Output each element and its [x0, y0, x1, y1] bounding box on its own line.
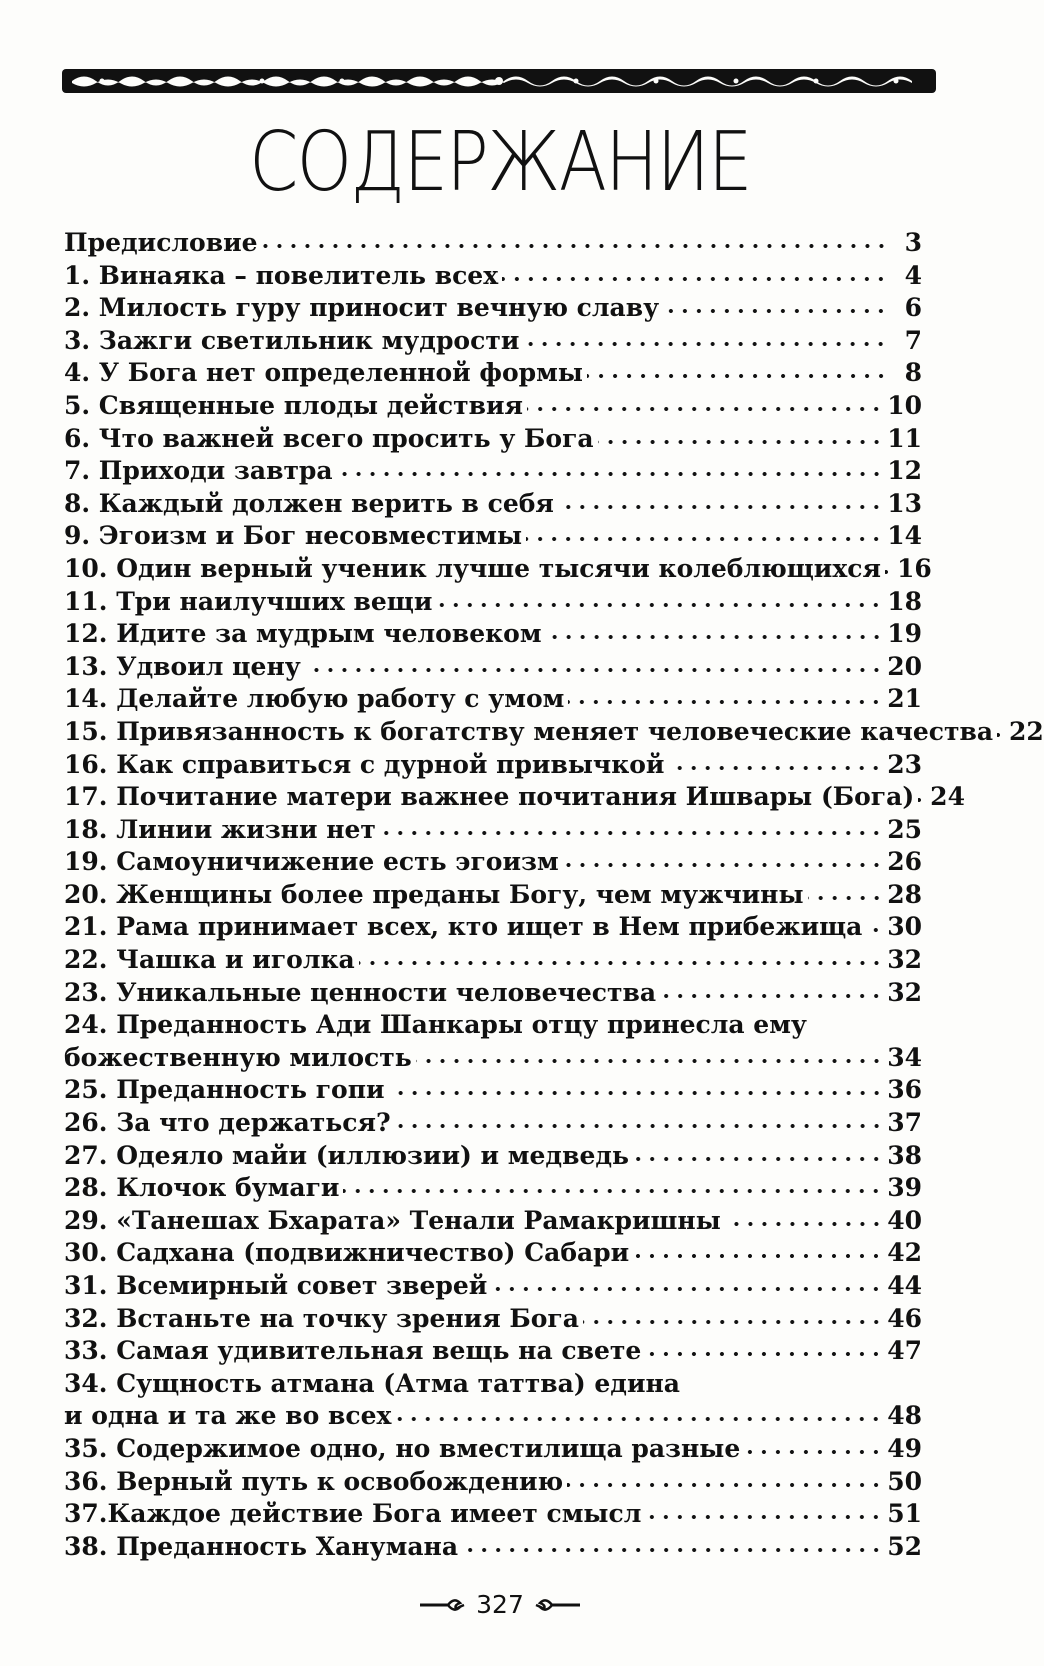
dot-leader — [866, 927, 883, 933]
toc-entry-page: 51 — [887, 1499, 922, 1529]
toc-entry-page: 39 — [887, 1173, 922, 1203]
toc-entry-page: 21 — [887, 684, 922, 714]
toc-entry[interactable] — [64, 261, 922, 294]
toc-entry-page: 18 — [887, 586, 922, 616]
toc-entry-title: 34. Сущность атмана (Атма таттва) едина — [64, 1368, 680, 1398]
toc-entry-title: 30. Садхана (подвижничество) Сабари — [64, 1238, 630, 1268]
toc-entry-page: 22 — [1009, 716, 1044, 746]
dot-leader — [395, 1416, 883, 1422]
page-footer — [0, 1590, 1000, 1619]
toc-entry-title: 25. Преданность гопи — [64, 1075, 385, 1105]
toc-entry-title: Предисловие — [64, 228, 258, 257]
toc-entry-title: 29. «Танешах Бхарата» Тенали Рамакришны — [64, 1205, 721, 1235]
footer-ornament-right-icon — [532, 1595, 582, 1615]
toc-entry-title: 28. Клочок бумаги — [64, 1173, 340, 1203]
dot-leader — [337, 471, 884, 477]
toc-entry-page: 3 — [904, 228, 922, 257]
toc-entry-page: 20 — [887, 651, 922, 681]
toc-entry-title: 1. Винаяка – повелитель всех — [64, 260, 499, 290]
dot-leader — [568, 699, 883, 705]
toc-entry-title: 20. Женщины более преданы Богу, чем мужчины — [64, 879, 804, 909]
toc-entry[interactable] — [64, 1238, 922, 1271]
toc-entry[interactable] — [64, 750, 922, 783]
toc-entry-title: 5. Священные плоды действия — [64, 390, 523, 420]
toc-entry-page: 52 — [887, 1531, 922, 1561]
toc-entry-title: 37.Каждое действие Бога имеет смысл — [64, 1499, 642, 1529]
toc-entry[interactable] — [64, 358, 922, 391]
dot-leader — [633, 1156, 883, 1162]
toc-entry-page: 46 — [887, 1303, 922, 1333]
dot-leader — [567, 1482, 883, 1488]
toc-entry[interactable] — [64, 326, 922, 359]
toc-entry[interactable] — [64, 782, 965, 815]
toc-entry-page: 32 — [887, 977, 922, 1007]
toc-entry-page: 44 — [887, 1271, 922, 1300]
toc-entry-page: 49 — [887, 1433, 922, 1463]
toc-entry-page: 6 — [904, 293, 922, 323]
toc-entry-page: 50 — [887, 1466, 922, 1496]
toc-entry[interactable] — [64, 489, 922, 522]
toc-entry[interactable] — [64, 1304, 922, 1337]
toc-entry-title: 31. Всемирный совет зверей — [64, 1271, 488, 1300]
toc-entry-title: 15. Привязанность к богатству меняет человеческие качества — [64, 716, 994, 746]
toc-entry-title: 26. За что держаться? — [64, 1108, 391, 1138]
toc-entry[interactable] — [64, 619, 922, 652]
toc-entry-title: 3. Зажги светильник мудрости — [64, 325, 520, 355]
toc-entry[interactable] — [64, 912, 922, 945]
toc-entry-title: 8. Каждый должен верить в себя — [64, 488, 554, 518]
dot-leader — [660, 993, 883, 999]
toc-entry-page: 42 — [887, 1238, 922, 1268]
dot-leader — [462, 1547, 883, 1553]
toc-entry-page: 26 — [887, 847, 922, 877]
toc-entry-page: 25 — [887, 814, 922, 844]
dot-leader — [546, 634, 884, 640]
toc-entry-continuation[interactable] — [64, 1401, 922, 1434]
footer-ornament-left-icon — [418, 1595, 468, 1615]
toc-entry[interactable] — [64, 391, 922, 424]
toc-entry-title: 35. Содержимое одно, но вместилища разные — [64, 1433, 741, 1463]
dot-leader — [563, 862, 884, 868]
dot-leader — [645, 1514, 883, 1520]
dot-leader — [808, 895, 884, 901]
toc-entry[interactable] — [64, 521, 922, 554]
toc-entry-page: 34 — [887, 1042, 922, 1072]
toc-entry-title: 6. Что важней всего просить у Бога — [64, 423, 594, 453]
toc-entry-title: 4. У Бога нет определенной формы — [64, 358, 583, 388]
toc-entry[interactable] — [64, 1010, 922, 1043]
toc-entry[interactable] — [64, 1532, 922, 1565]
toc-entry-page: 10 — [887, 390, 922, 420]
toc-entry-page: 36 — [887, 1075, 922, 1105]
toc-entry-page: 14 — [887, 521, 922, 551]
toc-entry-page: 19 — [887, 619, 922, 649]
toc-entry-title: 17. Почитание матери важнее почитания Ишвары (Бога) — [64, 782, 915, 812]
toc-entry[interactable] — [64, 228, 922, 261]
toc-entry-title: 22. Чашка и иголка — [64, 945, 355, 975]
toc-entry[interactable] — [64, 1434, 922, 1467]
dot-leader — [262, 243, 888, 249]
toc-entry[interactable] — [64, 815, 922, 848]
toc-entry-title: 36. Верный путь к освобождению — [64, 1466, 564, 1496]
toc-entry-title: 33. Самая удивительная вещь на свете — [64, 1336, 642, 1366]
toc-entry[interactable] — [64, 945, 922, 978]
toc-entry-title: 38. Преданность Ханумана — [64, 1531, 459, 1561]
dot-leader — [633, 1253, 883, 1259]
toc-entry-page: 24 — [930, 782, 965, 812]
toc-entry[interactable] — [64, 1271, 922, 1304]
toc-entry-title: 27. Одеяло майи (иллюзии) и медведь — [64, 1140, 629, 1170]
toc-entry-title: 18. Линии жизни нет — [64, 814, 376, 844]
toc-entry[interactable] — [64, 456, 922, 489]
dot-leader — [725, 1221, 883, 1227]
dot-leader — [359, 960, 883, 966]
toc-entry-page: 32 — [887, 945, 922, 975]
toc-entry-page: 37 — [887, 1108, 922, 1138]
toc-entry[interactable] — [64, 1141, 922, 1174]
dot-leader — [527, 406, 883, 412]
dot-leader — [395, 1123, 884, 1129]
toc-entry[interactable] — [64, 1206, 922, 1239]
toc-entry-page: 7 — [904, 325, 922, 355]
toc-entry-page: 28 — [887, 879, 922, 909]
dot-leader — [523, 341, 888, 347]
toc-entry-page: 38 — [887, 1140, 922, 1170]
dot-leader — [918, 797, 926, 803]
toc-entry-title: 23. Уникальные ценности человечества — [64, 977, 657, 1007]
toc-entry-title-continuation: и одна и та же во всех — [64, 1401, 392, 1431]
dot-leader — [502, 276, 888, 282]
toc-entry-title: 21. Рама принимает всех, кто ищет в Нем прибежища — [64, 912, 863, 942]
toc-entry-page: 48 — [887, 1401, 922, 1431]
toc-entry-title: 9. Эгоизм и Бог несовместимы — [64, 521, 523, 551]
toc-entry-title: 10. Один верный ученик лучше тысячи колеблющихся — [64, 553, 881, 583]
toc-entry[interactable] — [64, 847, 922, 880]
dot-leader — [526, 536, 883, 542]
dot-leader — [380, 830, 883, 836]
dot-leader — [583, 1319, 883, 1325]
toc-entry[interactable] — [64, 1499, 922, 1532]
toc-entry[interactable] — [64, 1467, 922, 1500]
dot-leader — [744, 1449, 883, 1455]
toc-entry[interactable] — [64, 652, 922, 685]
dot-leader — [416, 1058, 884, 1064]
toc-entry[interactable] — [64, 684, 922, 717]
toc-entry[interactable] — [64, 1108, 922, 1141]
toc-entry[interactable] — [64, 424, 922, 457]
toc-entry-title-continuation: божественную милость — [64, 1042, 412, 1072]
toc-entry[interactable] — [64, 587, 922, 620]
toc-entry[interactable] — [64, 293, 922, 326]
page-number: 327 — [476, 1590, 524, 1619]
toc-entry[interactable] — [64, 1173, 922, 1206]
toc-entry-page: 30 — [887, 912, 922, 942]
table-of-contents — [64, 228, 1044, 1564]
header-ornament — [62, 66, 936, 96]
toc-entry[interactable] — [64, 880, 922, 913]
dot-leader — [491, 1286, 883, 1292]
dot-leader — [885, 569, 893, 575]
page-title: СОДЕРЖАНИЕ — [249, 115, 751, 210]
toc-entry[interactable] — [64, 553, 932, 587]
toc-entry-title: 24. Преданность Ади Шанкары отцу принесла ему — [64, 1010, 807, 1040]
toc-entry[interactable] — [64, 1369, 922, 1402]
toc-entry-title: 14. Делайте любую работу с умом — [64, 684, 565, 714]
dot-leader — [305, 667, 883, 673]
dot-leader — [645, 1351, 883, 1357]
dot-leader — [558, 504, 883, 510]
toc-entry-title: 12. Идите за мудрым человеком — [64, 619, 542, 649]
toc-entry-title: 32. Встаньте на точку зрения Бога — [64, 1303, 579, 1333]
toc-entry-page: 8 — [904, 358, 922, 388]
toc-entry[interactable] — [64, 978, 922, 1011]
toc-entry-continuation[interactable] — [64, 1043, 922, 1076]
dot-leader — [436, 602, 883, 608]
toc-entry[interactable] — [64, 716, 1044, 750]
dot-leader — [663, 308, 888, 314]
toc-entry-page: 11 — [887, 423, 922, 453]
toc-entry-page: 13 — [887, 488, 922, 518]
toc-entry[interactable] — [64, 1336, 922, 1369]
toc-entry-page: 4 — [904, 260, 922, 290]
toc-entry-title: 13. Удвоил цену — [64, 651, 301, 681]
toc-entry-title: 11. Три наилучших вещи — [64, 586, 433, 616]
toc-entry-page: 12 — [887, 456, 922, 486]
dot-leader — [389, 1090, 884, 1096]
toc-entry-title: 19. Самоуничижение есть эгоизм — [64, 847, 559, 877]
toc-entry-page: 23 — [887, 749, 922, 779]
toc-entry-title: 7. Приходи завтра — [64, 456, 333, 486]
toc-entry-page: 40 — [887, 1205, 922, 1235]
dot-leader — [598, 439, 884, 445]
toc-entry-title: 16. Как справиться с дурной привычкой — [64, 749, 665, 779]
dot-leader — [343, 1188, 883, 1194]
dot-leader — [997, 732, 1005, 738]
toc-entry-page: 16 — [896, 553, 932, 583]
dot-leader — [587, 373, 888, 379]
toc-entry-title: 2. Милость гуру приносит вечную славу — [64, 293, 660, 323]
dot-leader — [668, 765, 883, 771]
toc-entry[interactable] — [64, 1075, 922, 1108]
toc-entry-page: 47 — [887, 1336, 922, 1366]
